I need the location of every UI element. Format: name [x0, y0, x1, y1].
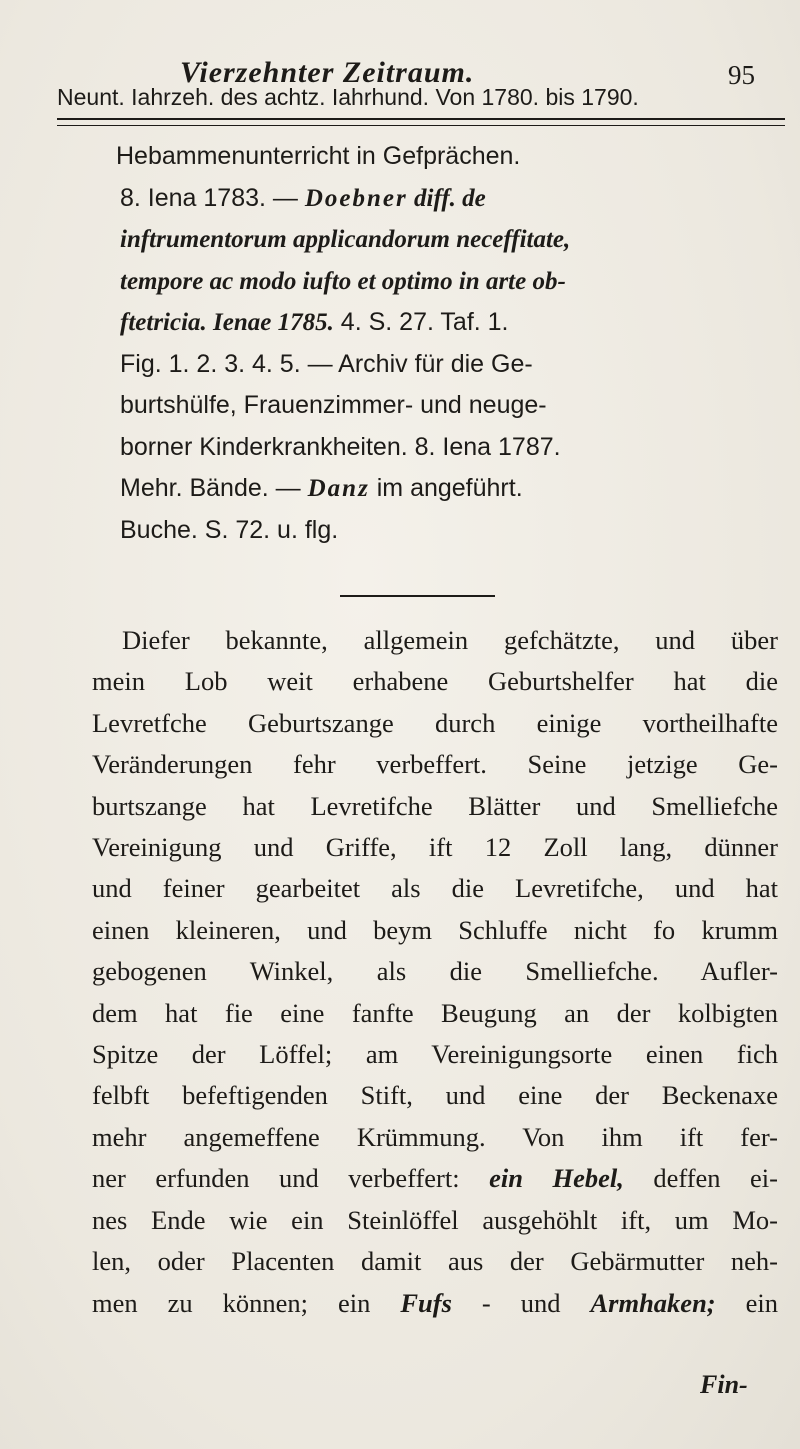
reference-line	[120, 178, 770, 220]
body-line: einen kleineren, und beym Schluffe nicht fo krumm	[92, 914, 778, 945]
reference-line: borner Kinderkrankheiten. 8. Iena 1787.	[120, 432, 561, 461]
section-divider	[340, 595, 495, 597]
reference-italic: ftetricia. Ienae 1785.	[120, 309, 334, 336]
emphasis-term: Fufs	[400, 1287, 452, 1318]
author-name: Doebner	[304, 184, 408, 212]
emphasis-term: ein Hebel,	[489, 1163, 624, 1194]
reference-text: 4. S. 27. Taf. 1.	[333, 308, 509, 336]
reference-line: inftrumentorum applicandorum neceffitate,	[120, 226, 571, 253]
body-line: felbft befeftigenden Stift, und eine der Beckenaxe	[92, 1080, 778, 1111]
reference-line: tempore ac modo iufto et optimo in arte ob-	[120, 267, 566, 295]
body-paragraph	[92, 620, 778, 1324]
body-text: ner erfunden und verbeffert:	[92, 1163, 490, 1194]
body-line: Spitze der Löffel; am Vereinigungsorte einen fich	[92, 1039, 778, 1070]
body-line: Levretfche Geburtszange durch einige vortheilhafte	[92, 707, 778, 738]
catchword: Fin-	[700, 1370, 748, 1399]
reference-italic: diff. de	[407, 184, 486, 212]
body-text: men zu können; ein	[92, 1287, 401, 1318]
reference-line	[120, 468, 770, 510]
reference-text: im angeführt.	[369, 474, 523, 502]
reference-line: Hebammenunterricht in Gefprächen.	[116, 142, 521, 170]
page-number: 95	[728, 60, 755, 90]
body-text: ein	[715, 1287, 779, 1318]
body-line: und feiner gearbeitet als die Levretifche, und hat	[92, 873, 778, 904]
author-name: Danz	[307, 475, 370, 502]
reference-line: burtshülfe, Frauenzimmer- und neuge-	[120, 391, 547, 419]
body-line: Diefer bekannte, allgemein gefchätzte, und über	[122, 625, 778, 655]
body-line: burtszange hat Levretifche Blätter und Smelliefche	[92, 790, 778, 821]
running-title: Vierzehnter Zeitraum.	[180, 56, 475, 89]
body-line: dem hat fie eine fanfte Beugung an der kolbigten	[92, 997, 778, 1028]
body-line: gebogenen Winkel, als die Smelliefche. Aufler-	[92, 956, 778, 987]
body-line: Veränderungen fehr verbeffert. Seine jetzige Ge-	[92, 749, 778, 780]
body-line: mein Lob weit erhabene Geburtshelfer hat die	[92, 666, 778, 697]
body-line: len, oder Placenten damit aus der Gebärmutter neh-	[92, 1246, 778, 1277]
reference-text: 8. Iena 1783. —	[120, 183, 305, 212]
emphasis-term: Armhaken;	[590, 1287, 716, 1318]
body-line	[92, 1283, 778, 1324]
reference-line: Buche. S. 72. u. flg.	[120, 515, 339, 544]
reference-text: Mehr. Bände. —	[120, 474, 308, 502]
body-line: Vereinigung und Griffe, ift 12 Zoll lang, dünner	[92, 832, 778, 863]
body-line	[92, 1158, 778, 1199]
body-line: mehr angemeffene Krümmung. Von ihm ift fer-	[92, 1121, 778, 1152]
body-line: nes Ende wie ein Steinlöffel ausgehöhlt ift, um Mo-	[92, 1204, 778, 1235]
body-text: - und	[451, 1287, 591, 1318]
running-subtitle: Neunt. Iahrzeh. des achtz. Iahrhund. Von 1780. bis 1790.	[57, 84, 639, 110]
body-text: deffen ei-	[623, 1163, 778, 1194]
reference-line: Fig. 1. 2. 3. 4. 5. — Archiv für die Ge-	[120, 349, 533, 378]
bibliographic-reference	[116, 136, 770, 551]
header-rule	[57, 118, 785, 126]
reference-line	[120, 302, 770, 344]
